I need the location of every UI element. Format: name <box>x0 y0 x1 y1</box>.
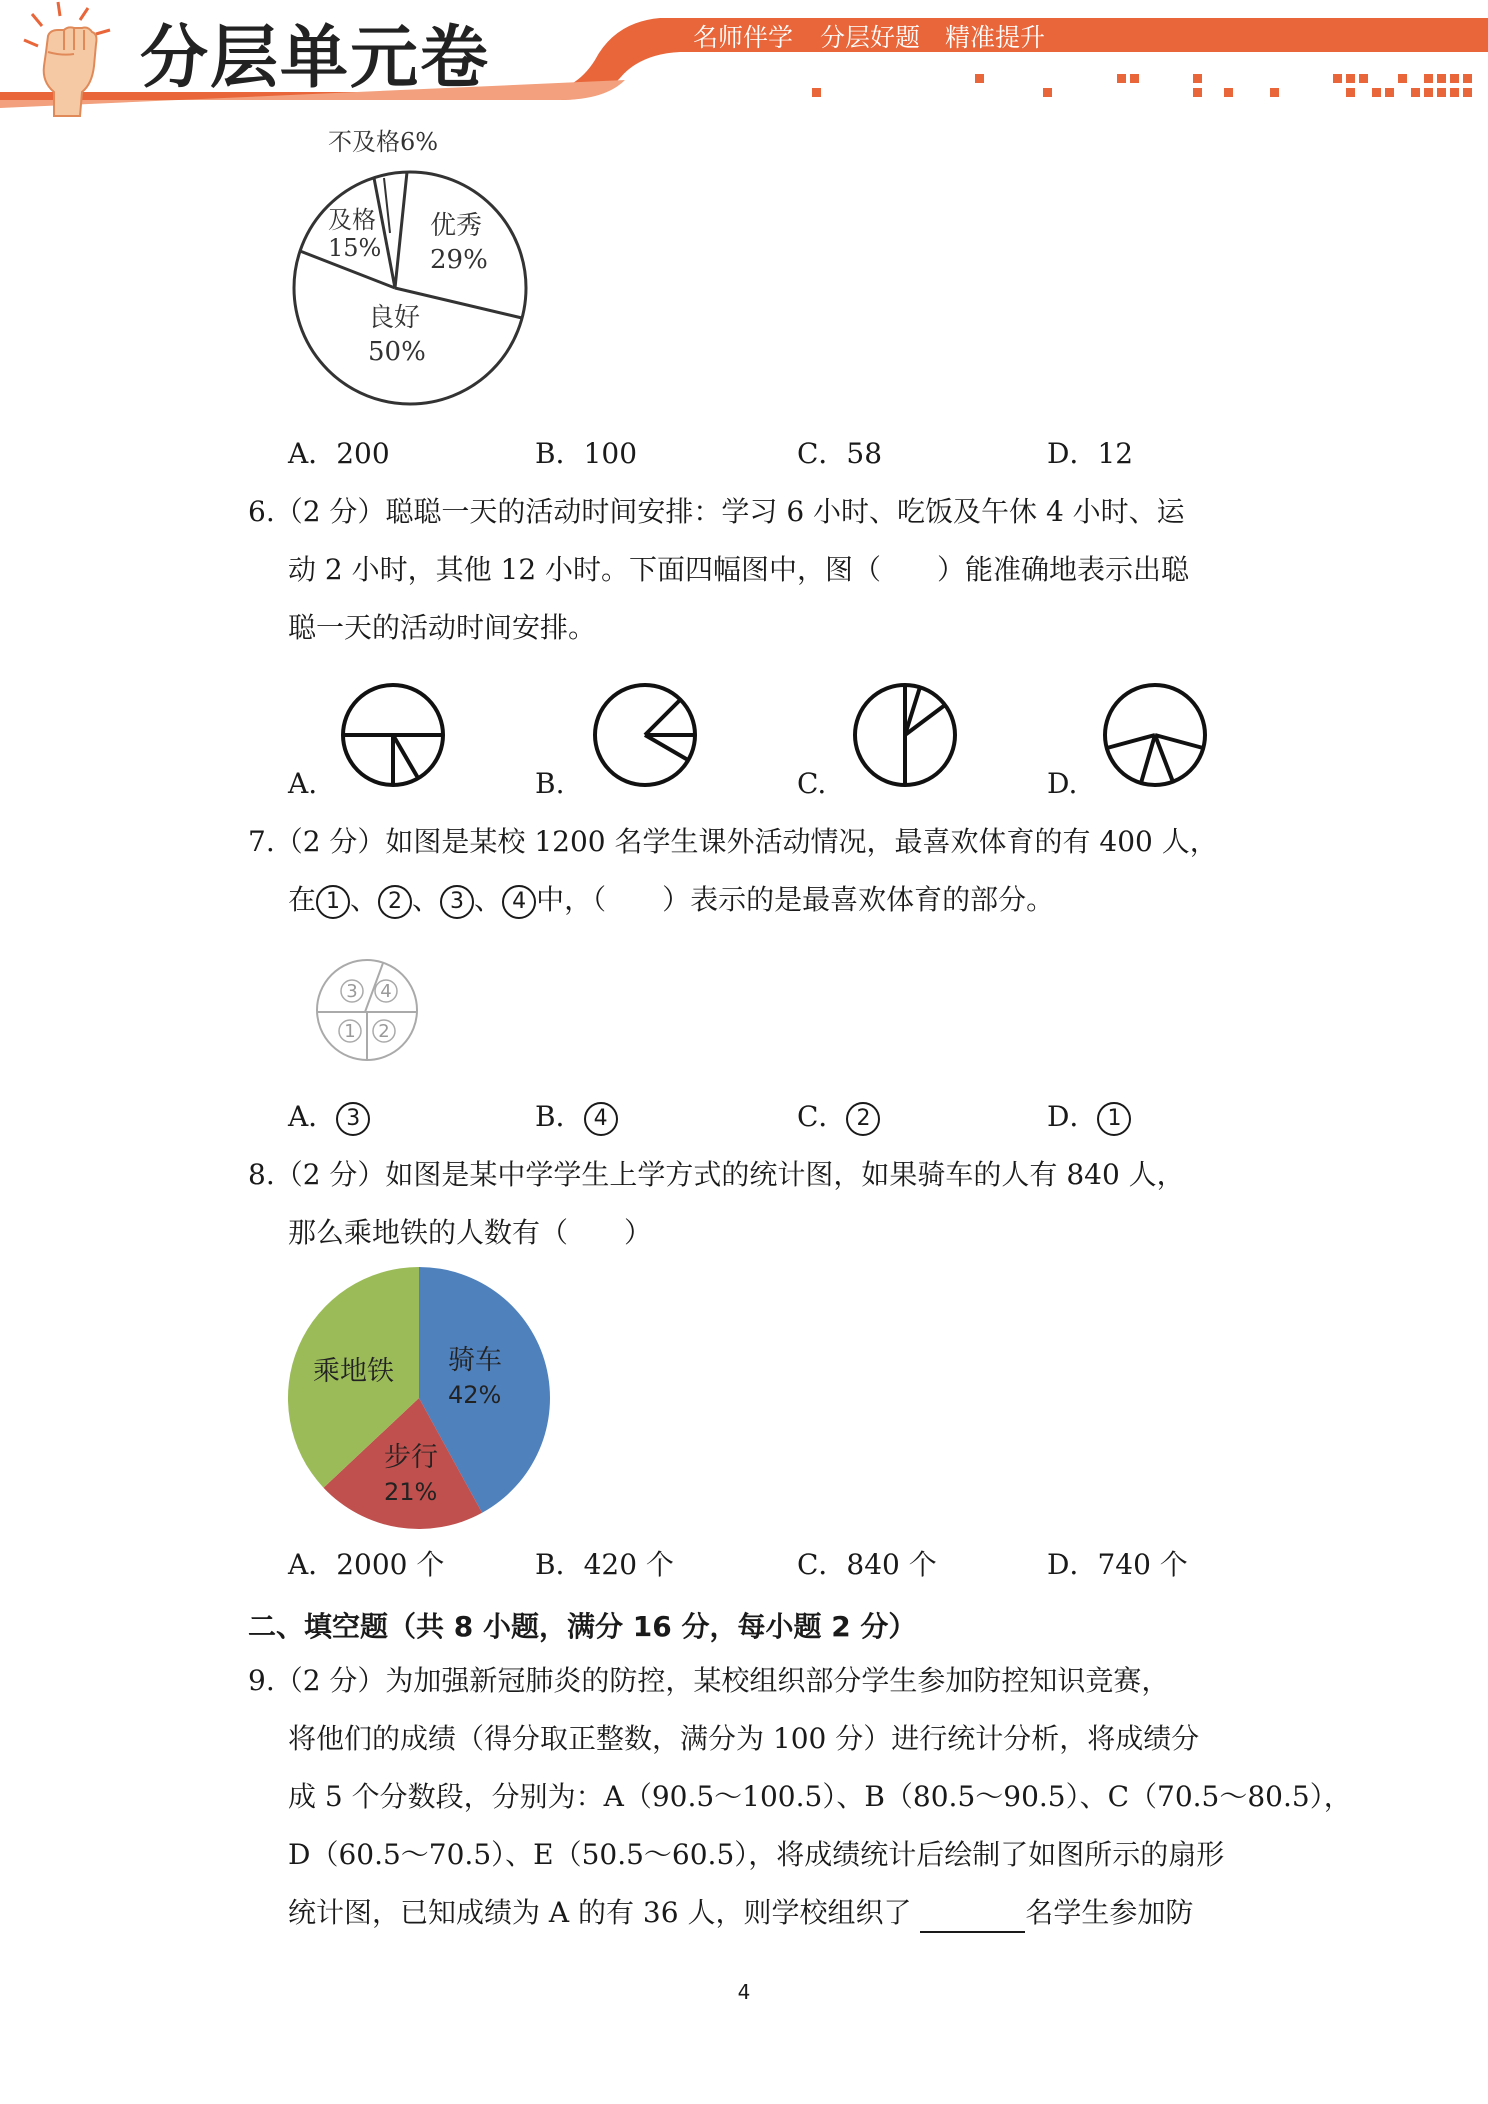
q5-label-excellent-pct: 29% <box>430 245 488 275</box>
q8-label-bike: 骑车 <box>448 1345 502 1376</box>
q8-pie-chart <box>286 1265 556 1535</box>
q6-line-1: 6.（2 分）聪聪一天的活动时间安排：学习 6 小时、吃饭及午休 4 小时、运 <box>248 495 1185 528</box>
header-slogan-2: 分层好题 <box>820 23 921 52</box>
q5-label-fail: 不及格6% <box>328 128 439 156</box>
q6-option-d[interactable]: D. <box>1047 767 1078 800</box>
section-2-heading: 二、填空题（共 8 小题，满分 16 分，每小题 2 分） <box>248 1610 917 1643</box>
q6-pie-c[interactable] <box>850 680 960 790</box>
q7-pie-label-1: 1 <box>344 1021 356 1042</box>
q6-pie-a[interactable] <box>338 680 448 790</box>
q7-option-c[interactable] <box>797 1097 880 1137</box>
q8-label-walk: 步行 <box>384 1442 438 1473</box>
q5-pie-chart <box>280 118 540 408</box>
q7-option-b[interactable] <box>535 1097 618 1137</box>
q7-separator: 、 <box>474 883 503 916</box>
q8-option-d[interactable]: D．740 个 <box>1047 1548 1188 1581</box>
q8-option-b[interactable]: B．420 个 <box>535 1548 674 1581</box>
q7-option-b-label: B． <box>535 1100 584 1133</box>
q5-option-d[interactable]: D．12 <box>1047 437 1134 470</box>
q6-line-2: 动 2 小时，其他 12 小时。下面四幅图中，图（ ）能准确地表示出聪 <box>288 553 1190 586</box>
q9-line-2: 将他们的成绩（得分取正整数，满分为 100 分）进行统计分析，将成绩分 <box>288 1722 1200 1755</box>
q5-label-good: 良好 <box>368 303 421 333</box>
q6-pie-d[interactable] <box>1100 680 1210 790</box>
q6-pie-b[interactable] <box>590 680 700 790</box>
q7-option-a-mark: 3 <box>336 1102 370 1136</box>
q7-pie-label-3: 3 <box>346 981 358 1002</box>
q8-line-2: 那么乘地铁的人数有（ ） <box>288 1216 653 1249</box>
q5-label-pass: 及格 <box>328 206 376 234</box>
q5-label-excellent: 优秀 <box>430 211 483 241</box>
q8-option-a[interactable]: A．2000 个 <box>288 1548 445 1581</box>
q5-label-good-pct: 50% <box>368 337 426 367</box>
q7-line-2 <box>288 880 1054 920</box>
q9-line-5-suffix: 名学生参加防 <box>1025 1896 1194 1929</box>
q7-region-2-mark: 2 <box>378 885 412 919</box>
fist-logo-icon <box>12 0 122 118</box>
q7-option-a-label: A． <box>288 1100 337 1133</box>
q7-option-a[interactable] <box>288 1097 370 1137</box>
q7-option-c-label: C． <box>797 1100 847 1133</box>
q8-label-subway: 乘地铁 <box>313 1356 394 1387</box>
q7-region-1-mark: 1 <box>316 885 350 919</box>
q7-line-1: 7.（2 分）如图是某校 1200 名学生课外活动情况，最喜欢体育的有 400 人， <box>248 825 1218 858</box>
q7-option-d-label: D． <box>1047 1100 1098 1133</box>
q7-line-2-prefix: 在 <box>288 883 317 916</box>
q7-separator: 、 <box>412 883 441 916</box>
q6-option-b[interactable]: B. <box>535 767 565 800</box>
q5-pie-leader <box>384 178 390 233</box>
q5-option-b[interactable]: B．100 <box>535 437 638 470</box>
q7-option-d-mark: 1 <box>1097 1102 1131 1136</box>
q7-region-3-mark: 3 <box>440 885 474 919</box>
q9-line-4: D（60.5～70.5）、E（50.5～60.5），将成绩统计后绘制了如图所示的扇形 <box>288 1838 1225 1871</box>
q7-pie-chart <box>312 955 422 1065</box>
q9-line-3: 成 5 个分数段，分别为：A（90.5～100.5）、B（80.5～90.5）、C（70.5～80.5）， <box>288 1780 1352 1813</box>
q6-option-c[interactable]: C. <box>797 767 827 800</box>
q7-pie-label-2: 2 <box>378 1021 390 1042</box>
page-number: 4 <box>737 1980 751 2004</box>
q6-line-3: 聪一天的活动时间安排。 <box>288 611 597 644</box>
q7-option-b-mark: 4 <box>584 1102 618 1136</box>
header-title: 分层单元卷 <box>140 19 491 98</box>
header-slogan-3: 精准提升 <box>945 23 1046 52</box>
q7-separator: 、 <box>350 883 379 916</box>
q8-label-bike-pct: 42% <box>448 1381 502 1409</box>
q8-option-c[interactable]: C．840 个 <box>797 1548 937 1581</box>
q7-option-d[interactable] <box>1047 1097 1131 1137</box>
q5-pie-edge-2 <box>374 178 395 288</box>
q7-pie-label-4: 4 <box>380 981 392 1002</box>
q9-line-5-prefix: 统计图，已知成绩为 A 的有 36 人，则学校组织了 <box>288 1896 912 1929</box>
q8-label-walk-pct: 21% <box>384 1478 438 1506</box>
q9-line-5 <box>288 1893 1193 1933</box>
header-slogan-1: 名师伴学 <box>693 23 794 52</box>
q7-option-c-mark: 2 <box>846 1102 880 1136</box>
q9-line-1: 9.（2 分）为加强新冠肺炎的防控，某校组织部分学生参加防控知识竞赛， <box>248 1664 1170 1697</box>
q8-line-1: 8.（2 分）如图是某中学学生上学方式的统计图，如果骑车的人有 840 人， <box>248 1158 1185 1191</box>
q5-option-a[interactable]: A．200 <box>288 437 390 470</box>
q5-pie-edge-1 <box>395 172 407 288</box>
q9-answer-blank[interactable] <box>920 1901 1025 1933</box>
q7-region-4-mark: 4 <box>502 885 536 919</box>
q5-label-pass-pct: 15% <box>328 234 382 262</box>
q7-line-2-suffix: 中，（ ）表示的是最喜欢体育的部分。 <box>536 883 1055 916</box>
q5-option-c[interactable]: C．58 <box>797 437 883 470</box>
q6-option-a[interactable]: A. <box>288 767 318 800</box>
page-header <box>0 0 1488 120</box>
